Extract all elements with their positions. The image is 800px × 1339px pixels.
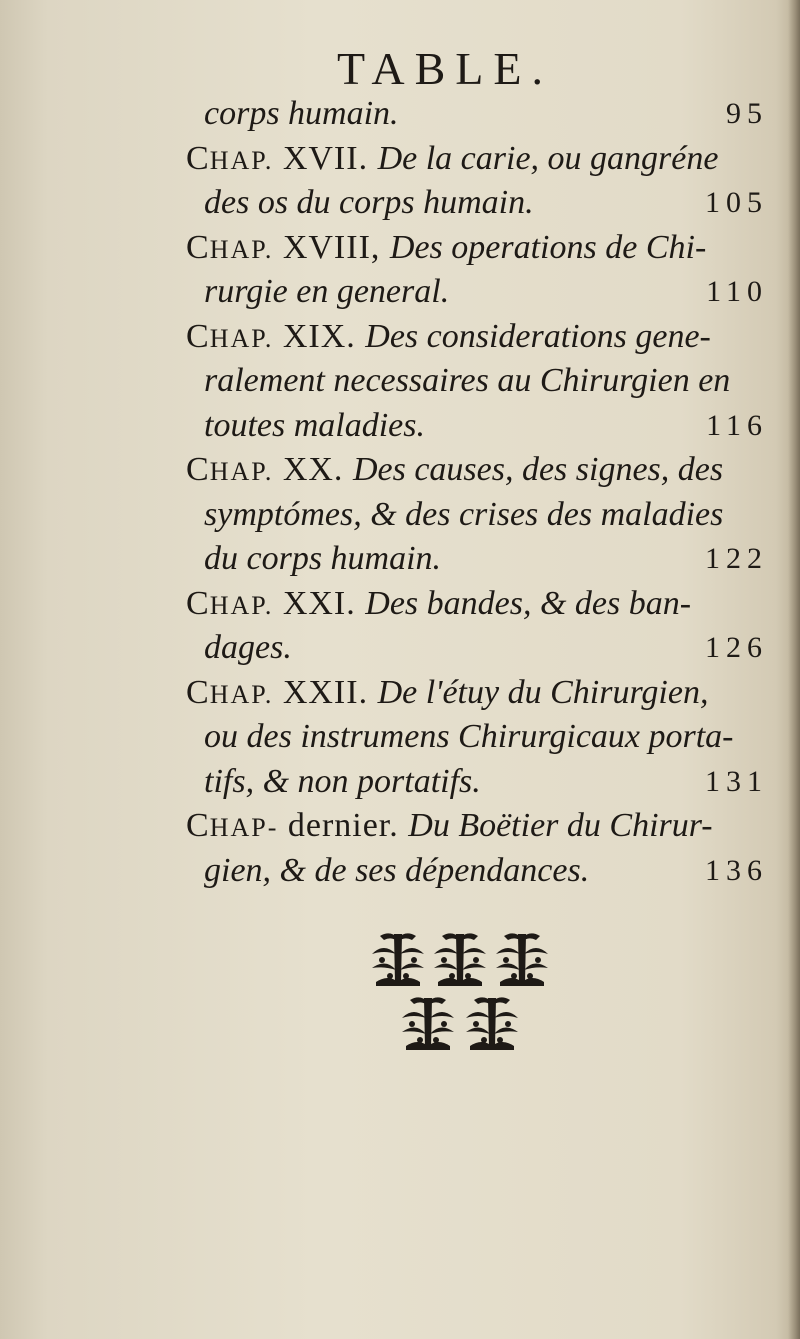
- entry-title: symptómes, & des crises des maladies: [204, 495, 724, 533]
- chapter-abbrev: C: [186, 139, 210, 177]
- chapter-number: XVIII,: [273, 228, 390, 266]
- entry-title: toutes maladies.: [204, 406, 425, 444]
- toc-line: [186, 760, 782, 805]
- toc-line: [186, 137, 782, 182]
- toc-line: [186, 448, 782, 493]
- entry-title: des os du corps humain.: [204, 184, 534, 221]
- chapter-abbrev-smallcaps: HAP.: [209, 234, 274, 264]
- entry-title: ou des instrumens Chirurgicaux porta-: [204, 718, 734, 755]
- page-edge-shadow: [788, 0, 800, 1339]
- toc-line: [186, 582, 782, 627]
- toc-line: [186, 315, 782, 360]
- toc-line: [186, 715, 782, 760]
- chapter-abbrev: C: [186, 317, 210, 355]
- entry-title: De l'étuy du Chirurgien,: [377, 673, 709, 711]
- entry-title: gien, & de ses dépendances.: [204, 851, 590, 889]
- entry-title: Du Boëtier du Chirur-: [408, 807, 713, 844]
- toc-line: [186, 181, 782, 226]
- chapter-abbrev: C: [186, 673, 210, 711]
- page-number: 105: [705, 186, 768, 219]
- running-head: TABLE.: [336, 43, 553, 94]
- chapter-label: [186, 140, 378, 177]
- entry-title: dages.: [204, 629, 292, 666]
- chapter-label: [186, 585, 365, 622]
- chapter-number: XX.: [273, 451, 353, 488]
- toc-line: [186, 671, 782, 716]
- entry-title: De la carie, ou gangréne: [377, 139, 719, 177]
- toc-line: [186, 404, 782, 449]
- entry-title: Des considerations gene-: [365, 317, 711, 355]
- chapter-number: XXI.: [273, 584, 366, 622]
- entry-title: du corps humain.: [204, 540, 442, 577]
- entry-title: Des causes, des signes, des: [352, 451, 724, 488]
- toc-line: [186, 804, 782, 849]
- fleuron-ornament-icon: [360, 928, 560, 1058]
- chapter-abbrev: C: [186, 451, 210, 488]
- chapter-number: XVII.: [273, 139, 378, 177]
- chapter-label: [186, 229, 390, 266]
- page-number: 122: [705, 542, 768, 575]
- entry-title: rurgie en general.: [204, 273, 450, 310]
- chapter-abbrev-smallcaps: HAP.: [209, 145, 274, 175]
- chapter-label: [186, 318, 365, 355]
- entry-title: tifs, & non portatifs.: [204, 762, 481, 800]
- page-number: 131: [705, 764, 768, 798]
- page-number: 136: [705, 853, 768, 887]
- chapter-abbrev-smallcaps: HAP.: [209, 323, 274, 353]
- chapter-number: XIX.: [273, 317, 366, 355]
- chapter-abbrev-smallcaps: HAP.: [209, 590, 274, 620]
- chapter-label: [186, 451, 353, 488]
- chapter-abbrev: C: [186, 807, 210, 844]
- entry-title: ralement necessaires au Chirurgien en: [204, 362, 731, 399]
- toc-line: [186, 226, 782, 271]
- entry-title: Des operations de Chi-: [389, 228, 707, 266]
- page-number: 95: [726, 97, 768, 130]
- toc-line: [186, 493, 782, 538]
- chapter-number: dernier.: [278, 807, 409, 844]
- toc-line: [186, 849, 782, 894]
- page-number: 126: [705, 631, 768, 664]
- chapter-abbrev-smallcaps: HAP-: [209, 813, 279, 842]
- chapter-abbrev-smallcaps: HAP.: [209, 679, 274, 709]
- entry-title: corps humain.: [204, 95, 399, 132]
- chapter-label: [186, 807, 408, 844]
- toc-line: [186, 270, 782, 315]
- chapter-abbrev-smallcaps: HAP.: [209, 457, 274, 486]
- chapter-abbrev: C: [186, 228, 210, 266]
- table-of-contents: [186, 92, 782, 893]
- page-number: 110: [706, 275, 768, 308]
- toc-line: [186, 537, 782, 582]
- entry-title: Des bandes, & des ban-: [365, 584, 692, 622]
- chapter-abbrev: C: [186, 584, 210, 622]
- chapter-number: XXII.: [273, 673, 378, 711]
- page-number: 116: [706, 408, 768, 442]
- toc-line: [186, 626, 782, 671]
- chapter-label: [186, 674, 378, 711]
- toc-line: [186, 92, 782, 137]
- toc-line: [186, 359, 782, 404]
